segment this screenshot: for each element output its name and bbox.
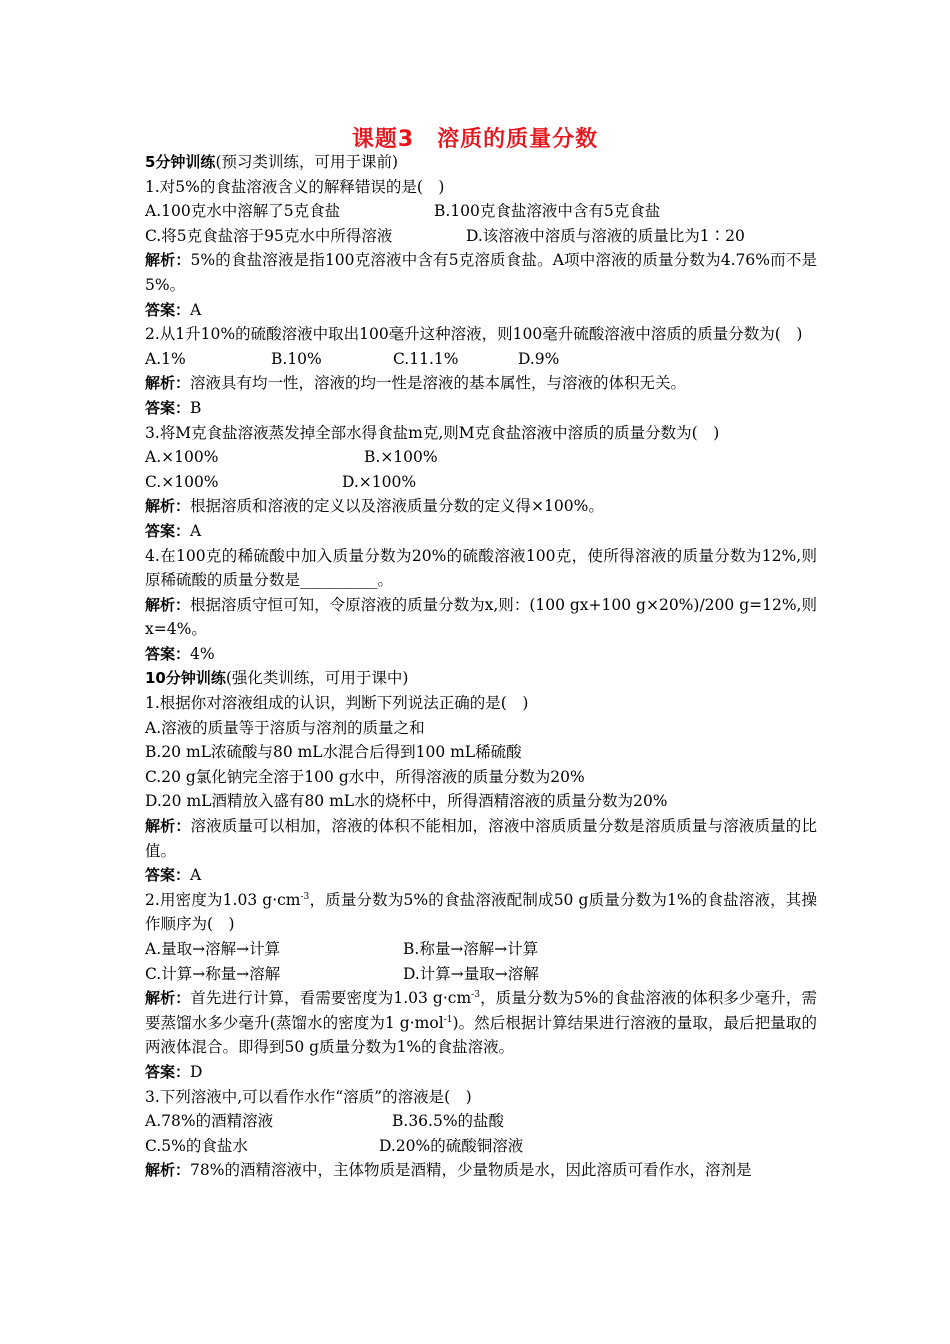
option-a: A.溶液的质量等于溶质与溶剂的质量之和 [145,718,425,737]
option-c: C.×100% [145,472,219,491]
practice-1-answer: 答案：A [145,866,202,885]
document-body [145,150,817,1183]
question-2-answer: 答案：B [145,398,202,417]
practice-2-answer: 答案：D [145,1062,203,1081]
option-b: B.×100% [364,448,438,467]
question-4-stem: 4.在100克的稀硫酸中加入质量分数为20%的硫酸溶液100克，使所得溶液的质量分数为12%,则原稀硫酸的质量分数是__________。 [145,546,817,590]
question-2-options [145,347,817,372]
question-1-options-row2 [145,224,817,249]
option-a: A.1% [145,349,186,368]
option-a: A.×100% [145,448,219,467]
option-b: B.36.5%的盐酸 [392,1112,505,1131]
option-b: B.称量→溶解→计算 [403,940,539,958]
question-4-analysis: 解析：根据溶质守恒可知，令原溶液的质量分数为x,则：(100 gx+100 g×20%)/200 g=12%,则x=4%。 [145,595,817,639]
practice-2-analysis: 解析：首先进行计算，看需要密度为1.03 $g\cdot cm^{-3}$，质量分数为5%的食盐溶液的体积多少毫升，需要蒸馏水多少毫升(蒸馏水的密度为1 g·mol$^{-1}$)。然后根据计算结果进行溶液的量取，最后把量取的两液体混合。即得到50 g质量分数为1%的食盐溶液。 [145,989,817,1057]
question-1-analysis: 解析：5%的食盐溶液是指100克溶液中含有5克溶质食盐。A项中溶液的质量分数为4.76%而不是5%。 [145,251,817,294]
option-c: C.20 g氯化钠完全溶于100 g水中，所得溶液的质量分数为20% [145,767,585,786]
question-3-stem: 3.将M克食盐溶液蒸发掉全部水得食盐m克,则M克食盐溶液中溶质的质量分数为( ) [145,423,720,442]
practice-3-stem: 3.下列溶液中,可以看作水作“溶质”的溶液是( ) [145,1087,472,1106]
option-c: C.11.1% [393,349,459,368]
question-3-options-row1 [145,445,817,470]
question-1-answer: 答案：A [145,300,202,319]
question-1-stem: 1.对5%的食盐溶液含义的解释错误的是( ) [145,177,445,196]
option-a: A.量取→溶解→计算 [145,940,281,958]
option-c: C.将5克食盐溶于95克水中所得溶液 [145,226,393,245]
practice-2-options-row1 [145,937,817,962]
question-3-analysis: 解析：根据溶质和溶液的定义以及溶液质量分数的定义得×100%。 [145,497,604,516]
question-4-answer: 答案：4% [145,644,215,663]
option-d: D.计算→量取→溶解 [403,964,539,983]
section-heading-5min: 5分钟训练(预习类训练，可用于课前) [145,153,399,171]
option-a: A.78%的酒精溶液 [145,1112,274,1131]
option-b: B.100克食盐溶液中含有5克食盐 [434,202,661,221]
option-c: C.5%的食盐水 [145,1136,248,1155]
option-d: D.20%的硫酸铜溶液 [379,1136,524,1155]
option-d: D.9% [518,349,560,368]
option-b: B.10% [271,349,322,368]
question-2-stem: 2.从1升10%的硫酸溶液中取出100毫升这种溶液，则100毫升硫酸溶液中溶质的质量分数为( ) [145,325,803,344]
practice-1-analysis: 解析：溶液质量可以相加，溶液的体积不能相加，溶液中溶质质量分数是溶质质量与溶液质量的比值。 [145,817,817,860]
question-3-options-row2 [145,470,817,495]
practice-2-stem: 2.用密度为1.03 $g\cdot cm^{-3}$，质量分数为5%的食盐溶液配制成50 g质量分数为1%的食盐溶液，其操作顺序为( ) [145,890,817,934]
page-title: 课题3 溶质的质量分数 [351,127,599,152]
question-2-analysis: 解析：溶液具有均一性，溶液的均一性是溶液的基本属性，与溶液的体积无关。 [145,374,687,393]
option-c: C.计算→称量→溶解 [145,964,281,983]
option-b: B.20 mL浓硫酸与80 mL水混合后得到100 mL稀硫酸 [145,743,522,762]
option-d: D.20 mL酒精放入盛有80 mL水的烧杯中，所得酒精溶液的质量分数为20% [145,792,668,811]
practice-3-options-row1 [145,1109,817,1134]
practice-3-analysis: 解析：78%的酒精溶液中，主体物质是酒精，少量物质是水，因此溶质可看作水，溶剂是 [145,1161,752,1180]
question-3-answer: 答案：A [145,521,202,540]
practice-2-options-row2 [145,962,817,987]
option-a: A.100克水中溶解了5克食盐 [145,202,341,221]
practice-3-options-row2 [145,1134,817,1159]
option-d: D.×100% [342,472,417,491]
option-d: D.该溶液中溶质与溶液的质量比为1∶20 [466,226,745,245]
section-heading-10min: 10分钟训练(强化类训练，可用于课中) [145,669,409,688]
practice-1-stem: 1.根据你对溶液组成的认识，判断下列说法正确的是( ) [145,694,529,713]
question-1-options-row1 [145,199,817,224]
